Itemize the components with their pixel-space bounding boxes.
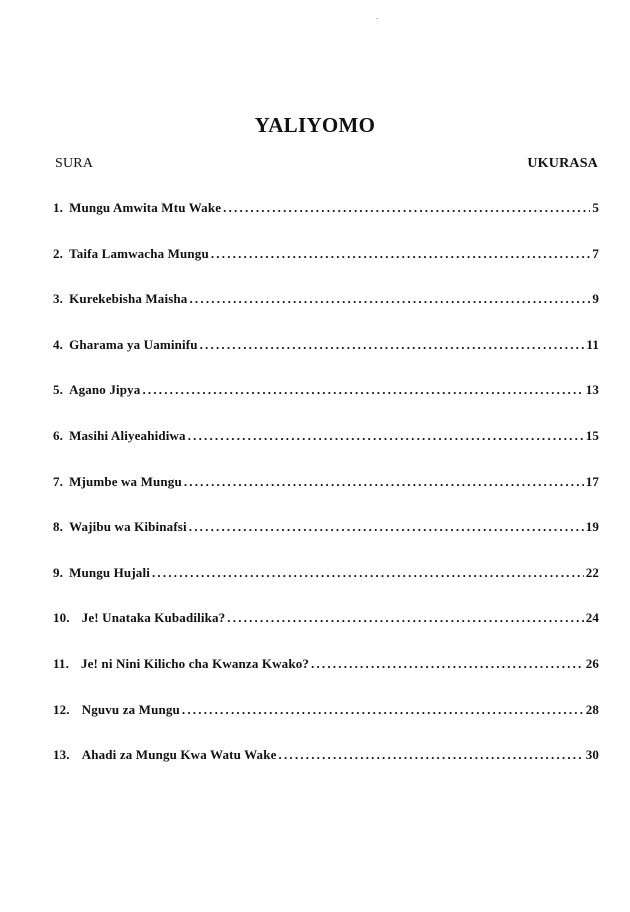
toc-entry-title: Ahadi za Mungu Kwa Watu Wake	[81, 747, 277, 763]
toc-entry-number: 8.	[53, 519, 64, 535]
toc-dot-leader	[227, 610, 583, 626]
toc-entry-number: 3.	[53, 291, 64, 307]
toc-entry	[53, 337, 599, 383]
toc-entry-page: 24	[585, 610, 599, 626]
toc-entry-title: Je! Unataka Kubadilika?	[81, 610, 226, 626]
toc-entry-number: 1.	[53, 200, 64, 215]
toc-dot-leader	[188, 428, 584, 444]
page-column-heading: UKURASA	[527, 156, 598, 171]
toc-entry	[53, 382, 599, 428]
toc-entry-number: 7.	[53, 473, 64, 489]
toc-entry	[53, 474, 599, 520]
toc-entry-page: 26	[585, 655, 599, 671]
toc-dot-leader	[189, 291, 590, 307]
toc-entry-page: 7	[592, 245, 599, 261]
toc-entry-page: 22	[585, 564, 599, 580]
toc-entry-page: 17	[585, 473, 599, 489]
toc-dot-leader	[182, 702, 584, 718]
toc-entry-title: Je! ni Nini Kilicho cha Kwanza Kwako?	[80, 655, 309, 671]
scan-speck	[376, 18, 378, 19]
toc-entry-number: 5.	[53, 382, 64, 398]
toc-entry-title: Mjumbe wa Mungu	[69, 473, 182, 489]
toc-dot-leader	[311, 656, 584, 672]
toc-entry-page: 9	[592, 291, 599, 307]
toc-dot-leader	[211, 246, 591, 262]
toc-entry-number: 9.	[53, 564, 64, 580]
toc-entry-title: Agano Jipya	[69, 382, 141, 398]
toc-dot-leader	[200, 337, 585, 353]
toc-entry	[53, 428, 599, 474]
toc-dot-leader	[279, 747, 584, 763]
toc-entry	[53, 747, 599, 793]
toc-entry-number: 13.	[53, 747, 70, 763]
toc-entry-page: 13	[585, 382, 599, 398]
page-title: YALIYOMO	[254, 113, 376, 137]
toc-dot-leader	[152, 565, 584, 581]
toc-entry-number: 2.	[53, 245, 64, 261]
toc-entry-number: 10.	[53, 610, 70, 626]
toc-entry-title: Wajibu wa Kibinafsi	[69, 519, 187, 535]
toc-entry-number: 11.	[53, 655, 69, 671]
toc-entry-page: 30	[585, 747, 599, 763]
toc-entry	[53, 200, 599, 246]
toc-dot-leader	[184, 474, 584, 490]
toc-dot-leader	[189, 519, 584, 535]
toc-entry	[53, 246, 599, 292]
toc-entry	[53, 291, 599, 337]
toc-entry-title: Nguvu za Mungu	[81, 701, 180, 717]
toc-entry-number: 12.	[53, 701, 70, 717]
toc-entry	[53, 702, 599, 748]
toc-entry	[53, 519, 599, 565]
toc-entry-page: 28	[585, 701, 599, 717]
toc-entry-page: 11	[586, 336, 599, 352]
toc-entry-page: 19	[585, 519, 599, 535]
toc-entry-title: Mungu Hujali	[69, 564, 150, 580]
toc-dot-leader	[223, 200, 590, 216]
toc-entry-title: Gharama ya Uaminifu	[69, 336, 198, 352]
toc-entry-number: 4.	[53, 336, 64, 352]
toc-entry-page: 15	[585, 427, 599, 443]
toc-entry-page: 5	[592, 200, 599, 215]
toc-entry-number: 6.	[53, 427, 64, 443]
toc-entry-title: Mungu Amwita Mtu Wake	[69, 200, 222, 215]
table-of-contents	[53, 200, 599, 793]
toc-entry	[53, 656, 599, 702]
toc-entry	[53, 565, 599, 611]
toc-entry	[53, 610, 599, 656]
toc-entry-title: Masihi Aliyeahidiwa	[69, 427, 186, 443]
chapter-column-heading: SURA	[55, 156, 94, 171]
toc-entry-title: Taifa Lamwacha Mungu	[69, 245, 209, 261]
toc-entry-title: Kurekebisha Maisha	[69, 291, 188, 307]
toc-dot-leader	[142, 382, 583, 398]
